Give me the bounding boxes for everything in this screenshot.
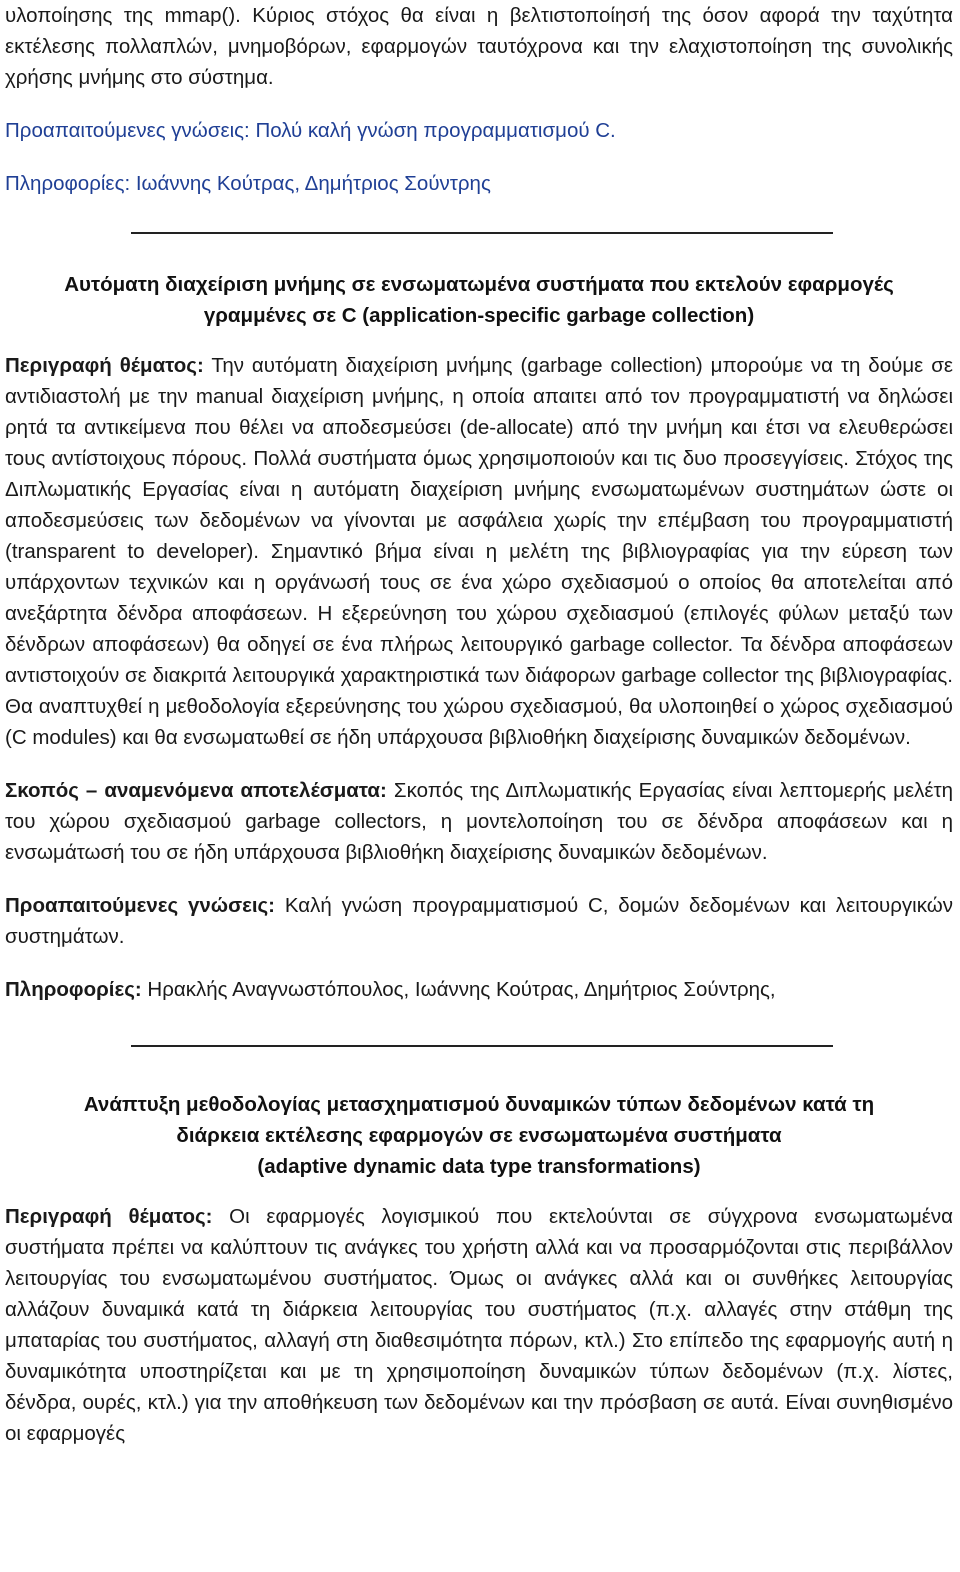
topic2-title-line1: Ανάπτυξη μεθοδολογίας μετασχηματισμού δυναμικών τύπων δεδομένων κατά τη (83, 1093, 875, 1116)
topic2-desc-label: Περιγραφή θέματος: (5, 1205, 213, 1228)
intro-text: υλοποίησης της mmap(). Κύριος στόχος θα είναι η βελτιστοποίησή της όσον αφορά την ταχύτητα εκτέλεσης πολλαπλών, μνημοβόρων, εφαρμογών ταυτόχρονα και την ελαχιστοποίηση της συνολικής χρήσης μνήμης στο σύστημα. (5, 4, 953, 89)
topic0-prereq-text: Πολύ καλή γνώση προγραμματισμού C. (249, 119, 616, 142)
topic1-goal (5, 775, 953, 868)
topic1-title-line2: γραμμένες σε C (application-specific garbage collection) (203, 304, 755, 327)
topic2-desc-text: Οι εφαρμογές λογισμικού που εκτελούνται σε σύγχρονα ενσωματωμένα συστήματα πρέπει να καλύπτουν τις ανάγκες του χρήστη αλλά και να προσαρμόζονται στις περιβάλλον λειτουργίας του ενσωματωμένου συστήματος. Όμως οι ανάγκες αλλά και οι συνθήκες λειτουργίας αλλάζουν δυναμικά κατά τη διάρκεια λειτουργίας του συστήματος (π.χ. αλλαγές στην στάθμη της μπαταρίας του συστήματος, αλλαγή στη διαθεσιμότητα πόρων, κτλ.) Στο επίπεδο της εφαρμογής αυτή η δυναμικότητα υποστηρίζεται και με τη χρησιμοποίηση δυναμικών τύπων δεδομένων (π.χ. λίστες, δένδρα, ουρές, κτλ.) για την αποθήκευση των δεδομένων και την πρόσβαση σε αυτά. Είναι συνηθισμένο οι εφαρμογές (5, 1205, 954, 1445)
topic1-title-line1: Αυτόματη διαχείριση μνήμης σε ενσωματωμένα συστήματα που εκτελούν εφαρμογές (64, 273, 894, 296)
intro-paragraph (5, 0, 953, 93)
divider-line (131, 232, 833, 234)
topic1-desc-label: Περιγραφή θέματος: (5, 354, 204, 377)
topic2-title-line3: (adaptive dynamic data type transformations) (257, 1155, 701, 1178)
topic0-info-label: Πληροφορίες: (5, 172, 131, 195)
topic0-prereq (5, 115, 953, 146)
topic1-description (5, 350, 953, 753)
section-divider-2 (5, 1005, 953, 1075)
topic1-info-text: Ηρακλής Αναγνωστόπουλος, Ιωάννης Κούτρας, Δημήτριος Σούντρης, (141, 978, 776, 1001)
topic0-prereq-label: Προαπαιτούμενες γνώσεις: (5, 119, 250, 142)
topic1-title (5, 269, 953, 331)
topic0-info (5, 168, 953, 199)
topic1-info (5, 974, 953, 1005)
topic1-prereq (5, 890, 953, 952)
topic1-prereq-label: Προαπαιτούμενες γνώσεις: (5, 894, 276, 917)
topic2-title-line2: διάρκεια εκτέλεσης εφαρμογών σε ενσωματωμένα συστήματα (176, 1124, 782, 1147)
topic0-info-text: Ιωάννης Κούτρας, Δημήτριος Σούντρης (130, 172, 491, 195)
topic1-desc-text: Την αυτόματη διαχείριση μνήμης (garbage collection) μπορούμε να τη δούμε σε αντιδιαστολή με την manual διαχείριση μνήμης, η οποία απαιτει από τον προγραμματιστή να δηλώσει ρητά τα αντικείμενα που θέλει να αποδεσμεύσει (de-allocate) από την μνήμη και έτσι να ελευθερώσει τους αντίστοιχους πόρους. Πολλά συστήματα όμως χρησιμοποιούν και τις δυο προσεγγίσεις. Στόχος της Διπλωματικής Εργασίας είναι η αυτόματη διαχείριση μνήμης ενσωματωμένων συστημάτων ώστε οι αποδεσμεύσεις των δεδομένων να γίνονται με ασφάλεια χωρίς την επέμβαση του προγραμματιστή (transparent to developer). Σημαντικό βήμα είναι η μελέτη της βιβλιογραφίας για την εύρεση των υπάρχοντων τεχνικών και η οργάνωσή τους σε ένα χώρο σχεδιασμού ο οποίος θα αποτελείται από ανεξάρτητα δένδρα αποφάσεων. Η εξερεύνηση του χώρου σχεδιασμού (επιλογές φύλων μεταξύ των δένδρων αποφάσεων) θα οδηγεί σε ένα πλήρως λειτουργικό garbage collector. Τα δένδρα αποφάσεων αντιστοιχούν σε διακριτά λειτουργικά χαρακτηριστικά των διάφορων garbage collector της βιβλιογραφίας. Θα αναπτυχθεί η μεθοδολογία εξερεύνησης του χώρου σχεδιασμού, θα υλοποιηθεί ο χώρος σχεδιασμού (C modules) και θα ενσωματωθεί σε ήδη υπάρχουσα βιβλιοθήκη διαχείρισης δυναμικών δεδομένων. (5, 354, 953, 749)
topic2-title (5, 1089, 953, 1182)
topic1-prereq-text: Καλή γνώση προγραμματισμού C, δομών δεδομένων και λειτουργικών συστημάτων. (5, 894, 953, 948)
document-page (5, 0, 953, 1449)
section-divider (5, 199, 953, 269)
topic1-goal-text: Σκοπός της Διπλωματικής Εργασίας είναι λεπτομερής μελέτη του χώρου σχεδιασμού garbage collectors, η μοντελοποίηση του σε δένδρα αποφάσεων και η ενσωμάτωσή του σε ήδη υπάρχουσα βιβλιοθήκη διαχείρισης δυναμικών δεδομένων. (5, 779, 953, 864)
divider-line-2 (131, 1045, 833, 1047)
topic1-goal-label: Σκοπός – αναμενόμενα αποτελέσματα: (5, 779, 387, 802)
topic1-info-label: Πληροφορίες: (5, 978, 142, 1001)
topic2-description (5, 1201, 953, 1449)
